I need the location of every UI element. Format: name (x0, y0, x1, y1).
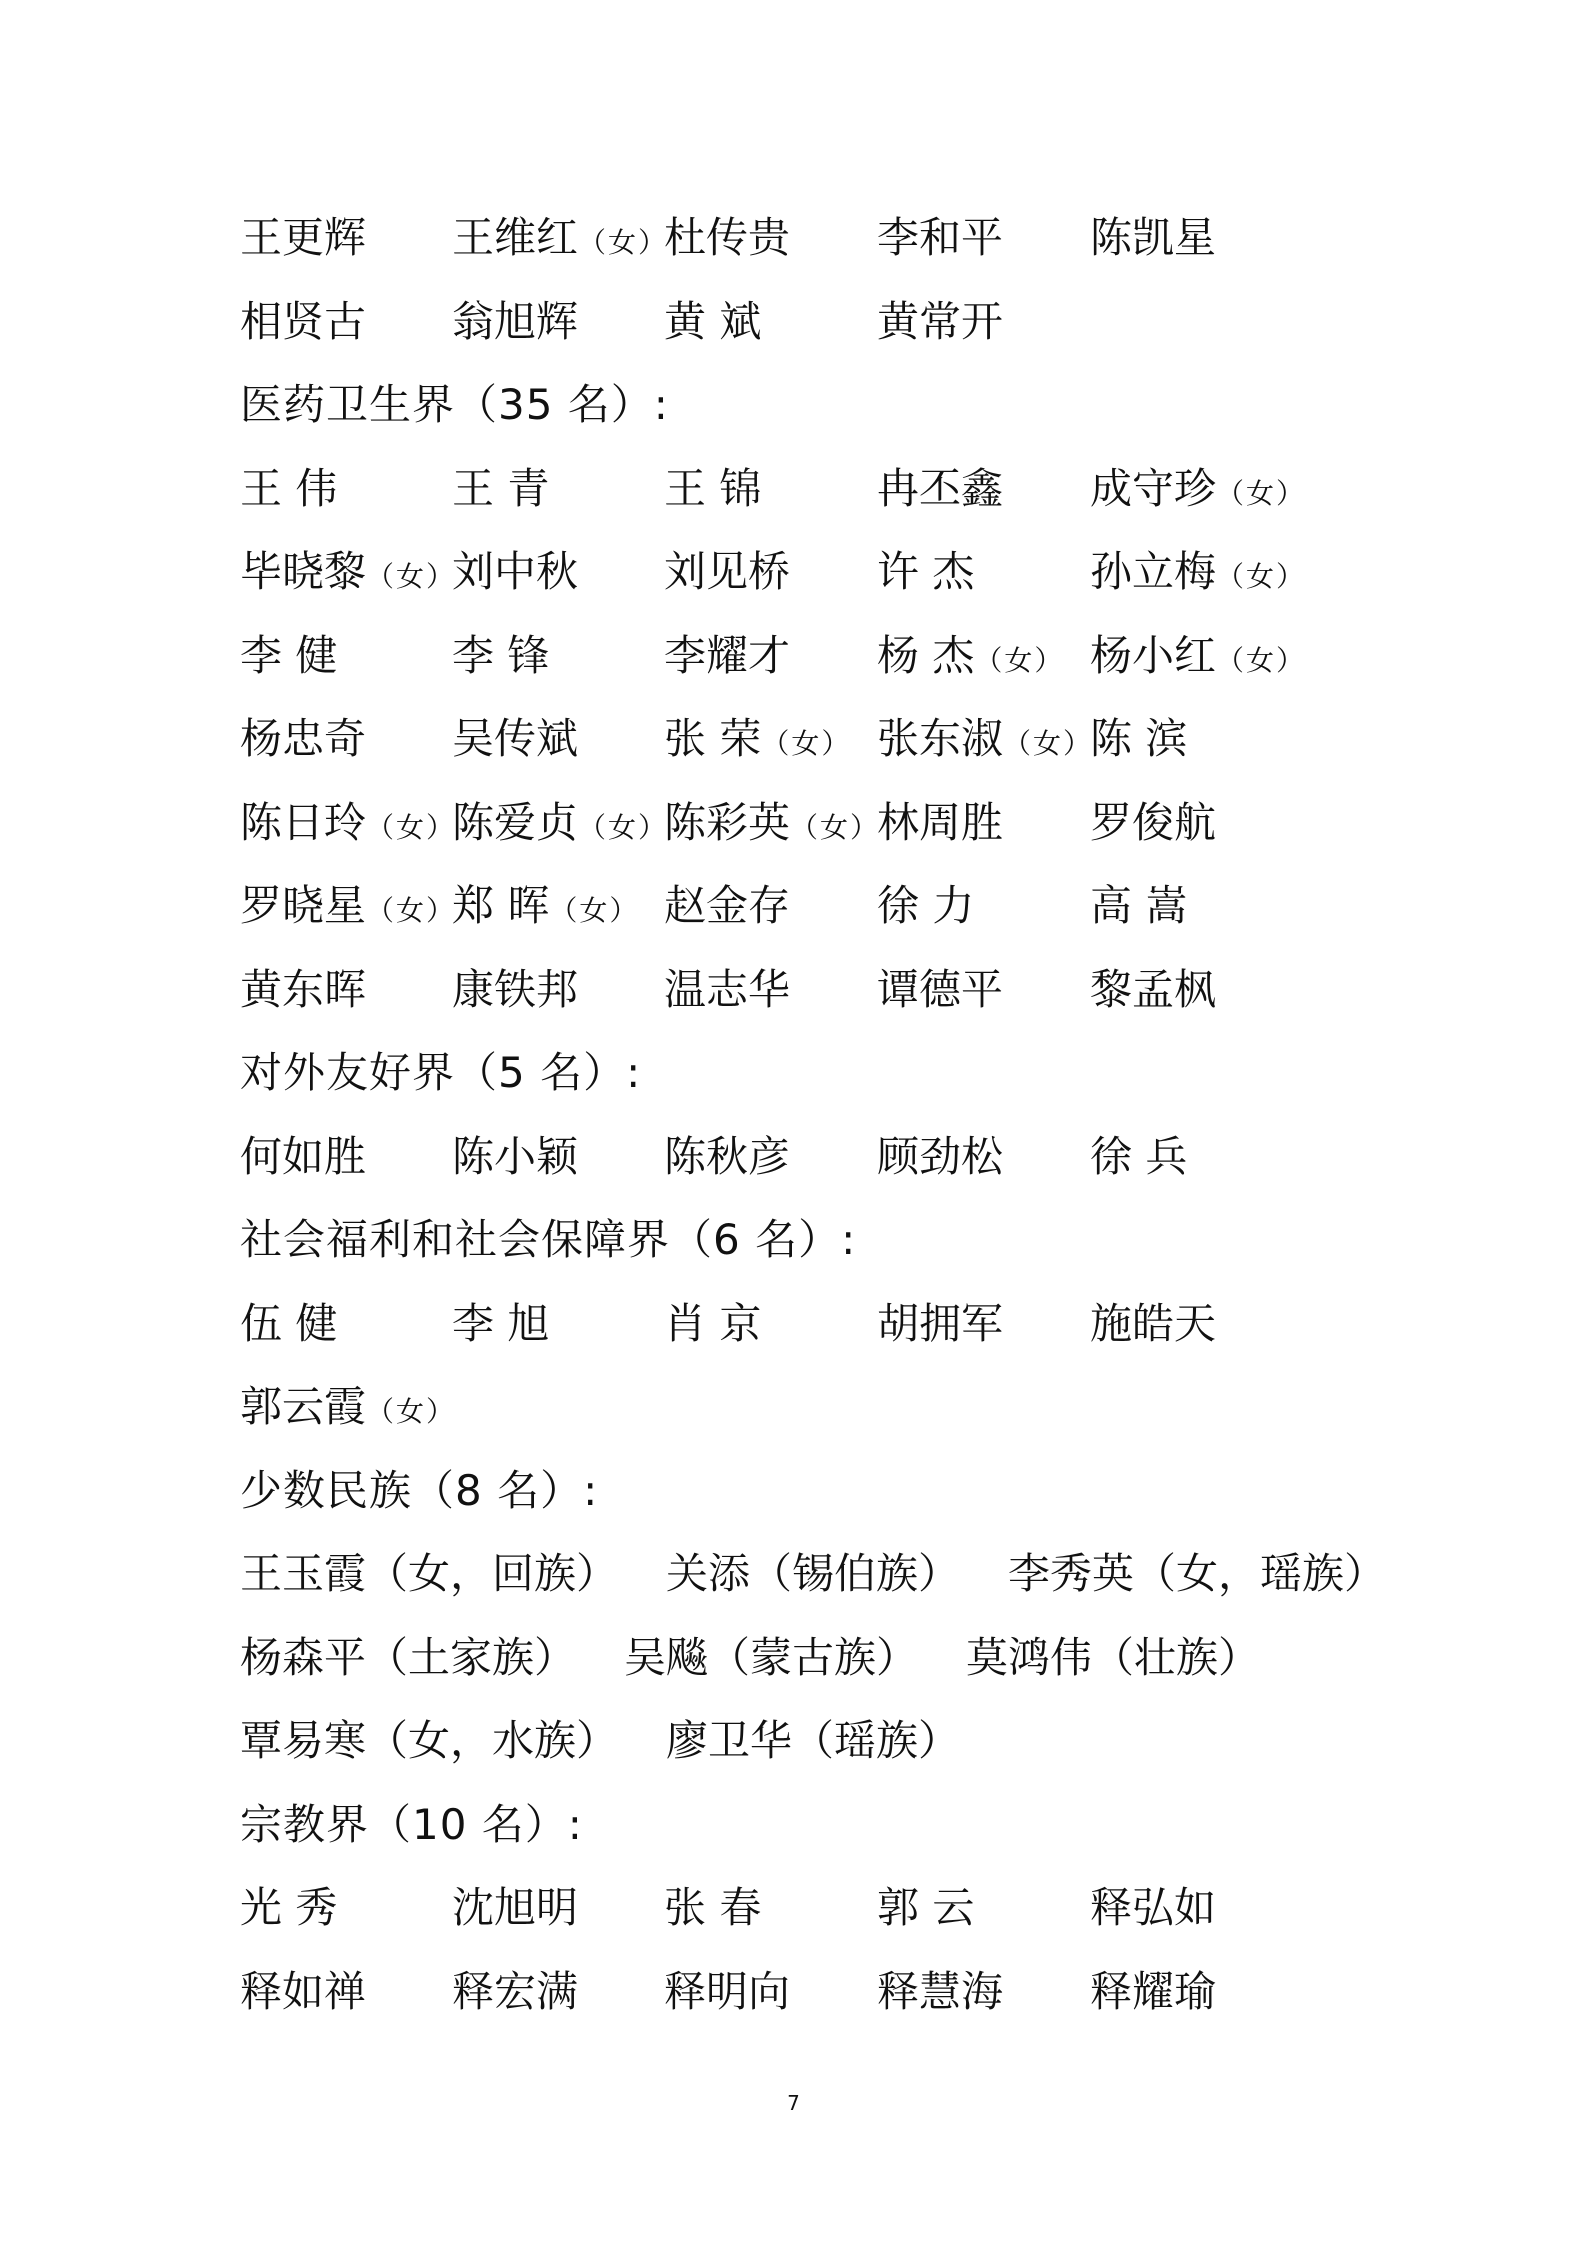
member-name-text: 陈 滨 (1090, 714, 1188, 763)
member-name-text: 陈爱贞 (452, 798, 579, 847)
member-name-text: 陈日玲 (240, 798, 367, 847)
member-name (1090, 530, 1306, 619)
member-name-text: 释慧海 (877, 1967, 1004, 2016)
member-name (452, 864, 639, 953)
ethnic-member-row (240, 1532, 1386, 1616)
member-name-text: 何如胜 (240, 1132, 367, 1181)
member-name (240, 447, 337, 531)
member-name-text: 杨小红 (1090, 631, 1217, 680)
member-name (877, 447, 1003, 531)
gender-note: （女） (1216, 560, 1307, 593)
member-name-text: 释弘如 (1090, 1883, 1217, 1932)
section-heading: 社会福利和社会保障界（6 名）: (240, 1215, 857, 1264)
member-name-text: 郭云霞 (240, 1382, 367, 1431)
member-name-text: 刘中秋 (452, 547, 579, 596)
member-name (452, 1950, 578, 2034)
member-name (240, 948, 366, 1032)
member-name (877, 1115, 1003, 1199)
page-number: 7 (787, 2091, 800, 2115)
member-name-text: 陈彩英 (664, 798, 791, 847)
member-name (664, 447, 761, 531)
ethnic-member: 莫鸿伟（壮族） (966, 1633, 1261, 1682)
member-name (452, 1282, 549, 1366)
member-name-text: 沈旭明 (452, 1883, 579, 1932)
member-name (240, 1282, 337, 1366)
member-name (877, 196, 1003, 280)
gender-note: （女） (366, 811, 457, 844)
member-name-text: 徐 力 (877, 881, 975, 930)
member-name-text: 张东淑 (877, 714, 1004, 763)
member-name-text: 谭德平 (877, 965, 1004, 1014)
member-name-text: 孙立梅 (1090, 547, 1217, 596)
member-name (877, 1282, 1003, 1366)
member-name (877, 697, 1093, 786)
member-name (1090, 614, 1306, 703)
member-name (240, 864, 456, 953)
member-name (240, 1115, 366, 1199)
member-name (240, 697, 366, 781)
gender-note: （女） (1216, 477, 1307, 510)
member-name-text: 王 青 (452, 464, 550, 513)
section-heading: 医药卫生界（35 名）: (240, 380, 669, 429)
member-name (452, 530, 578, 614)
ethnic-member: 吴飚（蒙古族） (624, 1633, 919, 1682)
member-name-text: 施皓天 (1090, 1299, 1217, 1348)
member-name-text: 王维红 (452, 213, 579, 262)
gender-note: （女） (790, 811, 881, 844)
ethnic-member: 杨森平（土家族） (240, 1633, 577, 1682)
member-name-text: 徐 兵 (1090, 1132, 1188, 1181)
ethnic-member: 廖卫华（瑶族） (666, 1716, 961, 1765)
member-name (240, 280, 366, 364)
member-name-text: 张 春 (664, 1883, 762, 1932)
member-name (240, 530, 456, 619)
member-name-text: 李 旭 (452, 1299, 550, 1348)
member-name (664, 864, 790, 948)
member-name (877, 530, 974, 614)
member-name (240, 1950, 366, 2034)
member-name-text: 郭 云 (877, 1883, 975, 1932)
member-name-text: 顾劲松 (877, 1132, 1004, 1181)
member-name-text: 冉丕鑫 (877, 464, 1004, 513)
member-name-text: 黎孟枫 (1090, 965, 1217, 1014)
member-name-text: 罗俊航 (1090, 798, 1217, 847)
member-name-text: 翁旭辉 (452, 297, 579, 346)
member-name (452, 614, 549, 698)
member-name (664, 530, 790, 614)
member-name (1090, 1866, 1216, 1950)
member-name-text: 林周胜 (877, 798, 1004, 847)
member-name-text: 胡拥军 (877, 1299, 1004, 1348)
member-name (664, 1115, 790, 1199)
member-name-text: 伍 健 (240, 1299, 338, 1348)
ethnic-member: 关添（锡伯族） (666, 1549, 961, 1598)
member-name-text: 刘见桥 (664, 547, 791, 596)
member-name-text: 黄 斌 (664, 297, 762, 346)
member-name-text: 李和平 (877, 213, 1004, 262)
member-name (1090, 196, 1216, 280)
member-name (1090, 447, 1306, 536)
member-name-text: 毕晓黎 (240, 547, 367, 596)
member-name (452, 196, 668, 285)
member-name-text: 杨 杰 (877, 631, 975, 680)
member-name-text: 杜传贵 (664, 213, 791, 262)
member-name-text: 李 锋 (452, 631, 550, 680)
member-name-text: 高 嵩 (1090, 881, 1188, 930)
member-name-text: 陈小颖 (452, 1132, 579, 1181)
member-name-text: 黄东晖 (240, 965, 367, 1014)
member-name-text: 释明向 (664, 1967, 791, 2016)
gender-note: （女） (974, 644, 1065, 677)
member-name (664, 948, 790, 1032)
member-name-text: 光 秀 (240, 1883, 338, 1932)
member-name (240, 1866, 337, 1950)
member-name (1090, 1115, 1187, 1199)
member-name (452, 781, 668, 870)
ethnic-member: 李秀英（女，瑶族） (1008, 1549, 1387, 1598)
member-name-text: 黄常开 (877, 297, 1004, 346)
gender-note: （女） (578, 811, 669, 844)
gender-note: （女） (1003, 727, 1094, 760)
member-name-text: 相贤古 (240, 297, 367, 346)
ethnic-member: 覃易寒（女，水族） (240, 1716, 619, 1765)
member-name-text: 李 健 (240, 631, 338, 680)
member-name-text: 成守珍 (1090, 464, 1217, 513)
member-name (452, 1115, 578, 1199)
ethnic-member-row (240, 1699, 960, 1783)
member-name-text: 康铁邦 (452, 965, 579, 1014)
member-name-text: 张 荣 (664, 714, 762, 763)
member-name (452, 948, 578, 1032)
member-name (1090, 1950, 1216, 2034)
member-name-text: 郑 晖 (452, 881, 550, 930)
ethnic-member-row (240, 1616, 1260, 1700)
gender-note: （女） (761, 727, 852, 760)
member-name (664, 1950, 790, 2034)
member-name (240, 781, 456, 870)
member-name-text: 肖 京 (664, 1299, 762, 1348)
member-name (877, 864, 974, 948)
member-name (1090, 781, 1216, 865)
member-name-text: 陈秋彦 (664, 1132, 791, 1181)
gender-note: （女） (366, 894, 457, 927)
member-name (452, 1866, 578, 1950)
section-heading: 宗教界（10 名）: (240, 1800, 583, 1849)
member-name-text: 释如禅 (240, 1967, 367, 2016)
member-name (664, 697, 851, 786)
gender-note: （女） (366, 560, 457, 593)
member-name (452, 280, 578, 364)
member-name (664, 614, 790, 698)
member-name-text: 吴传斌 (452, 714, 579, 763)
member-name (452, 697, 578, 781)
member-name (877, 781, 1003, 865)
member-name (877, 948, 1003, 1032)
member-name-text: 王更辉 (240, 213, 367, 262)
ethnic-member: 王玉霞（女，回族） (240, 1549, 619, 1598)
member-name-text: 陈凯星 (1090, 213, 1217, 262)
member-name-text: 释宏满 (452, 1967, 579, 2016)
member-name (1090, 948, 1216, 1032)
member-name-text: 李耀才 (664, 631, 791, 680)
gender-note: （女） (1216, 644, 1307, 677)
member-name (1090, 1282, 1216, 1366)
member-name (240, 614, 337, 698)
member-name (664, 196, 790, 280)
member-name (664, 1866, 761, 1950)
gender-note: （女） (549, 894, 640, 927)
member-name (664, 280, 761, 364)
member-name (1090, 697, 1187, 781)
member-name (877, 1950, 1003, 2034)
member-name-text: 温志华 (664, 965, 791, 1014)
member-name (1090, 864, 1187, 948)
member-name-text: 释耀瑜 (1090, 1967, 1217, 2016)
member-name-text: 许 杰 (877, 547, 975, 596)
member-name-text: 杨忠奇 (240, 714, 367, 763)
member-name-text: 王 锦 (664, 464, 762, 513)
member-name (240, 196, 366, 280)
gender-note: （女） (578, 226, 669, 259)
gender-note: （女） (366, 1395, 457, 1428)
section-heading: 少数民族（8 名）: (240, 1466, 599, 1515)
member-name (664, 781, 880, 870)
member-name (877, 280, 1003, 364)
section-heading: 对外友好界（5 名）: (240, 1048, 642, 1097)
member-name-text: 王 伟 (240, 464, 338, 513)
member-name (664, 1282, 761, 1366)
member-name (240, 1365, 456, 1454)
member-name (452, 447, 549, 531)
member-name-text: 罗晓星 (240, 881, 367, 930)
member-name (877, 1866, 974, 1950)
member-name-text: 赵金存 (664, 881, 791, 930)
member-name (877, 614, 1064, 703)
